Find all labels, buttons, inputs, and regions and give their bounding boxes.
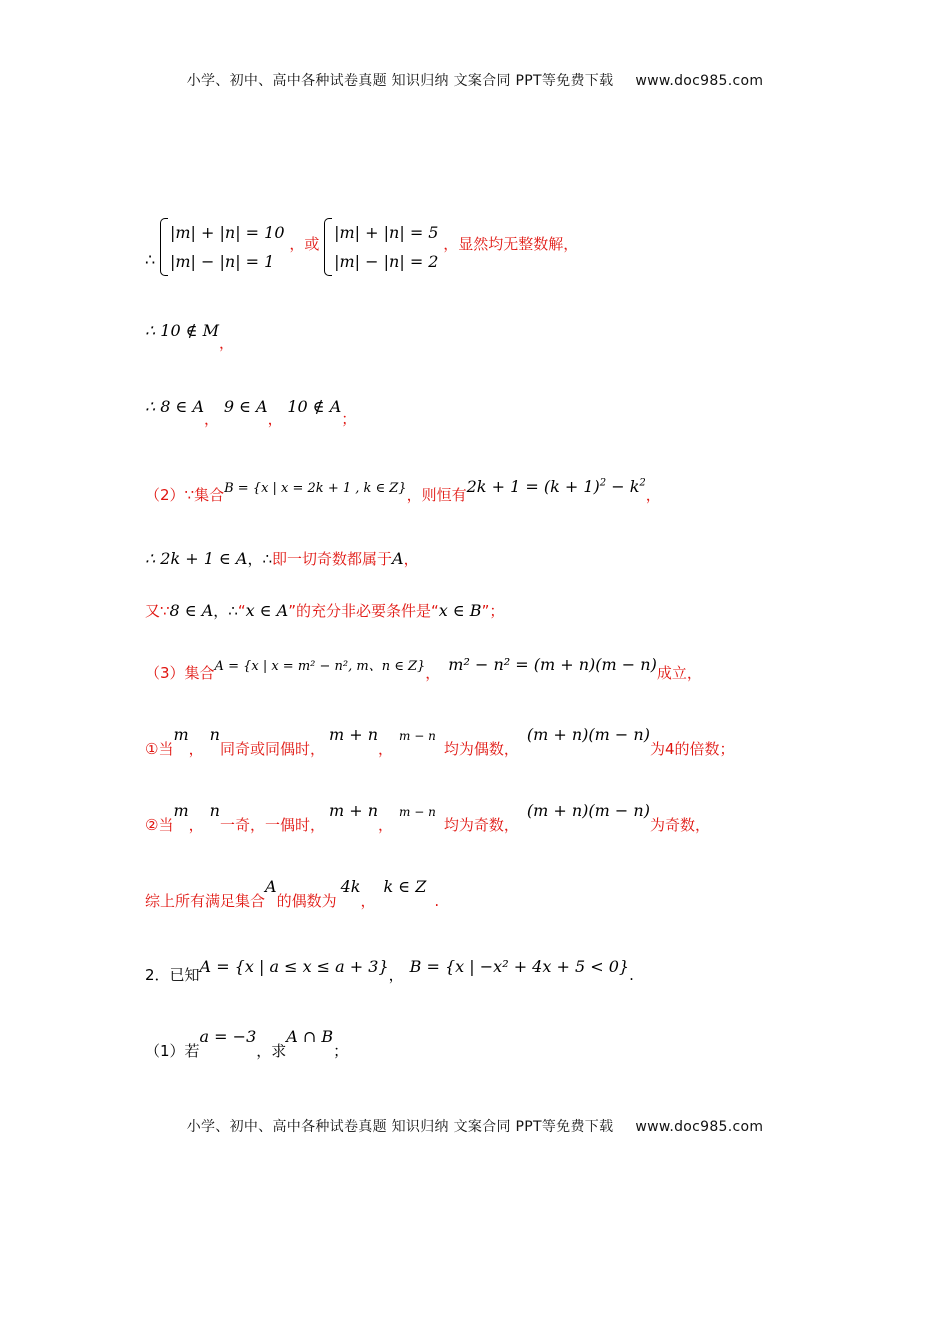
- therefore-symbol: ∴: [145, 250, 156, 269]
- quote-open: “: [237, 602, 246, 620]
- case2-label: ②当: [145, 816, 174, 834]
- part1-label: （1）若: [145, 1042, 200, 1060]
- solution-line-10-not-in-M: [145, 320, 235, 352]
- header-text: 小学、初中、高中各种试卷真题 知识归纳 文案合同 PPT等免费下载: [186, 73, 614, 89]
- var-n: n: [209, 801, 220, 820]
- footer-url[interactable]: www.doc985.com: [635, 1119, 764, 1135]
- comma: ，: [388, 966, 404, 984]
- set-A-interval: A = {x | a ≤ x ≤ a + 3}: [199, 957, 389, 976]
- math-10-not-in-M: ∴ 10 ∉ M: [145, 321, 220, 340]
- var-n: n: [209, 725, 220, 744]
- part2-label: （2）∵集合: [145, 486, 225, 504]
- comma: ，: [403, 550, 419, 568]
- comma: ，: [188, 740, 204, 758]
- case1-label: ①当: [145, 740, 174, 758]
- m-minus-n: m − n: [399, 729, 436, 743]
- page-header: [0, 70, 950, 90]
- comma: ，: [360, 892, 376, 910]
- semicolon: ；: [333, 1042, 349, 1060]
- even-numbers-text: 的偶数为: [276, 892, 337, 910]
- comma: ，: [188, 816, 204, 834]
- therefore-text: ，∴: [247, 550, 273, 568]
- system1-eq1: |m| + |n| = 10: [169, 223, 285, 242]
- a-equals-minus-3: a = −3: [199, 1027, 257, 1046]
- case1-line: [145, 725, 735, 759]
- part2-connector: ，则恒有: [406, 486, 467, 504]
- identity-2k1: [467, 477, 646, 496]
- comma: ，: [378, 740, 394, 758]
- comma: ，: [645, 486, 661, 504]
- product-mn: (m + n)(m − n): [526, 801, 650, 820]
- set-B-inequality: B = {x | −x² + 4x + 5 < 0}: [409, 957, 630, 976]
- comma: ，: [204, 410, 220, 428]
- solution-line-membership: [145, 396, 357, 428]
- part3-intro: [145, 655, 702, 683]
- identity-lhs: 2k + 1 = (k + 1): [466, 477, 600, 496]
- case1-condition: 同奇或同偶时，: [219, 740, 325, 758]
- header-url[interactable]: www.doc985.com: [635, 73, 764, 89]
- problem2-label: 2．已知: [145, 966, 200, 984]
- equation-system-1: [160, 218, 285, 276]
- math-10-not-in-A: 10 ∉ A: [287, 397, 342, 416]
- condition-text: ”的充分非必要条件是“: [288, 602, 439, 620]
- m-plus-n: m + n: [328, 725, 379, 744]
- left-brace-icon: [324, 218, 332, 276]
- part2-intro: [145, 477, 661, 505]
- exp-2: 2: [599, 477, 607, 489]
- comma: ，: [267, 410, 283, 428]
- exp-2b: 2: [639, 477, 646, 489]
- both-even-text: 均为偶数，: [443, 740, 519, 758]
- conclusion-line: [145, 877, 440, 911]
- system2-eq2: |m| − |n| = 2: [334, 252, 439, 271]
- var-m: m: [173, 725, 189, 744]
- problem2-statement: [145, 957, 634, 985]
- semicolon: ；: [341, 410, 357, 428]
- holds-text: 成立，: [656, 664, 702, 682]
- quote-close: ”；: [481, 602, 505, 620]
- system1-eq2: |m| − |n| = 1: [169, 252, 275, 271]
- math-A: A: [392, 549, 404, 568]
- math-9-in-A: 9 ∈ A: [223, 397, 268, 416]
- problem2-part1: [145, 1027, 349, 1061]
- therefore-text: ，∴: [213, 602, 238, 620]
- conclusion-text: 综上所有满足集合: [145, 892, 266, 910]
- comma: ，: [425, 664, 441, 682]
- difference-of-squares: m² − n² = (m + n)(m − n): [448, 655, 657, 674]
- equation-system-2: [324, 218, 438, 276]
- math-8-in-A: ∴ 8 ∈ A: [145, 397, 205, 416]
- math-2k1-in-A: ∴ 2k + 1 ∈ A: [145, 549, 248, 568]
- math-x-in-A: x ∈ A: [245, 601, 289, 620]
- k-in-Z: k ∈ Z: [383, 877, 427, 896]
- A-intersect-B: A ∩ B: [286, 1027, 334, 1046]
- m-minus-n: m − n: [399, 805, 436, 819]
- both-odd-text: 均为奇数，: [443, 816, 519, 834]
- case2-condition: 一奇，一偶时，: [219, 816, 325, 834]
- odd-numbers-line: [145, 548, 419, 569]
- system2-eq1: |m| + |n| = 5: [334, 223, 439, 242]
- comma: ，: [378, 816, 394, 834]
- set-B-definition: B = {x | x = 2k + 1 , k ∈ Z}: [224, 481, 407, 496]
- find-text: ，求: [256, 1042, 287, 1060]
- set-A-definition: A = {x | x = m² − n², m、n ∈ Z}: [214, 659, 426, 674]
- no-integer-solution-text: ，显然均无整数解，: [443, 235, 579, 253]
- sufficient-condition-line: [145, 600, 504, 621]
- page-footer: [0, 1116, 950, 1136]
- solution-line-systems: [145, 218, 578, 276]
- set-A: A: [265, 877, 277, 896]
- also-because: 又∵: [145, 602, 170, 620]
- var-m: m: [173, 801, 189, 820]
- case2-line: [145, 801, 710, 835]
- odd-numbers-text: 即一切奇数都属于: [272, 550, 393, 568]
- identity-minus-k: − k: [606, 477, 640, 496]
- multiple-of-4-text: 为4的倍数；: [649, 740, 735, 758]
- comma: ，: [219, 334, 235, 352]
- is-odd-text: 为奇数，: [649, 816, 710, 834]
- math-x-in-B: x ∈ B: [438, 601, 482, 620]
- left-brace-icon: [160, 218, 168, 276]
- m-plus-n: m + n: [328, 801, 379, 820]
- math-8-in-A: 8 ∈ A: [169, 601, 214, 620]
- product-mn: (m + n)(m − n): [526, 725, 650, 744]
- or-text: ，或: [289, 235, 320, 253]
- period: .: [629, 966, 634, 984]
- expr-4k: 4k: [340, 877, 361, 896]
- footer-text: 小学、初中、高中各种试卷真题 知识归纳 文案合同 PPT等免费下载: [186, 1119, 614, 1135]
- period: .: [434, 892, 440, 910]
- part3-label: （3）集合: [145, 664, 215, 682]
